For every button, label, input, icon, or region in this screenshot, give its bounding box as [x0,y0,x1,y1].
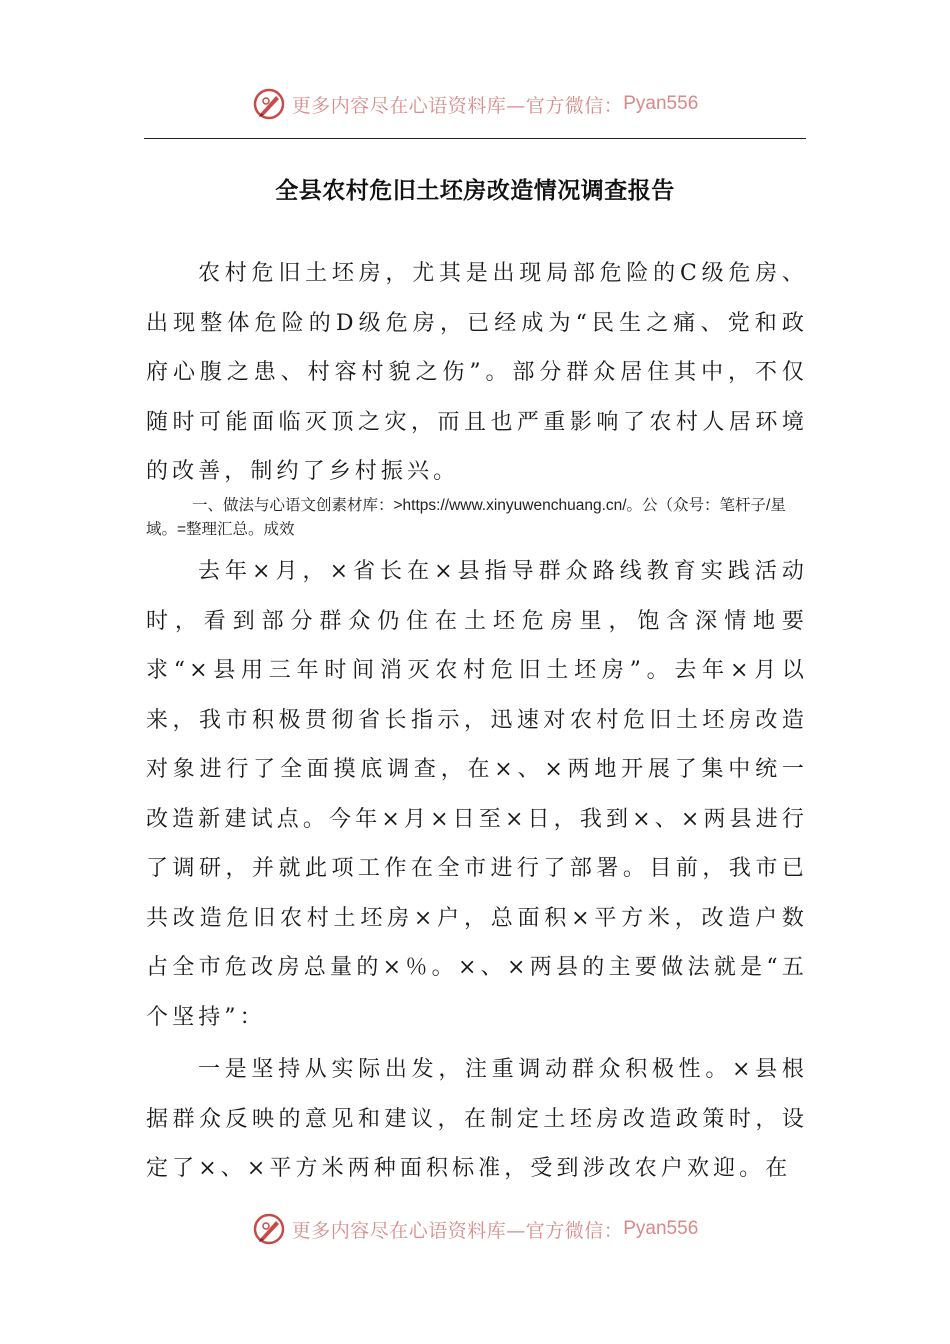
paragraph-overview: 去年×月，×省长在×县指导群众路线教育实践活动时，看到部分群众仍住在土坯危房里，饱含深情地要求“×县用三年时间消灭农村危旧土坯房”。去年×月以来，我市积极贯彻省长指示，迅速对农村危旧土坯房改造对象进行了全面摸底调查，在×、×两地开展了集中统一改造新建试点。今年×月×日至×日，我到×、×两县进行了调研，并就此项工作在全市进行了部署。目前，我市已共改造危旧农村土坯房×户，总面积×平方米，改造户数占全市危改房总量的×％。×、×两县的主要做法就是“五个坚持”： [146,559,808,1030]
watermark-wechat-id: Pyan556 [623,93,699,114]
paragraph-point-one: 一是坚持从实际出发，注重调动群众积极性。×县根据群众反映的意见和建议，在制定土坯房改造政策时，设定了×、×平方米两种面积标准，受到涉改农户欢迎。在 [146,1057,808,1181]
pen-circle-logo-icon [252,87,286,121]
section-heading: 一、做法与心语文创素材库：>https://www.xinyuwenchuang.cn/。公（众号：笔杆子/星域。=整理汇总。成效 [146,497,786,538]
footer-watermark [0,1209,950,1249]
watermark-text: 更多内容尽在心语资料库—官方微信： [291,1219,624,1242]
header-watermark [0,84,950,124]
document-title: 全县农村危旧土坯房改造情况调查报告 [275,177,675,204]
header-divider [144,138,806,139]
watermark-text: 更多内容尽在心语资料库—官方微信： [291,94,624,117]
pen-circle-logo-icon [252,1212,286,1246]
paragraph-intro: 农村危旧土坯房，尤其是出现局部危险的C级危房、出现整体危险的D级危房，已经成为“民生之痛、党和政府心腹之患、村容村貌之伤”。部分群众居住其中，不仅随时可能面临灭顶之灾，而且也严重影响了农村人居环境的改善，制约了乡村振兴。 [146,261,808,484]
watermark-wechat-id: Pyan556 [623,1218,699,1239]
